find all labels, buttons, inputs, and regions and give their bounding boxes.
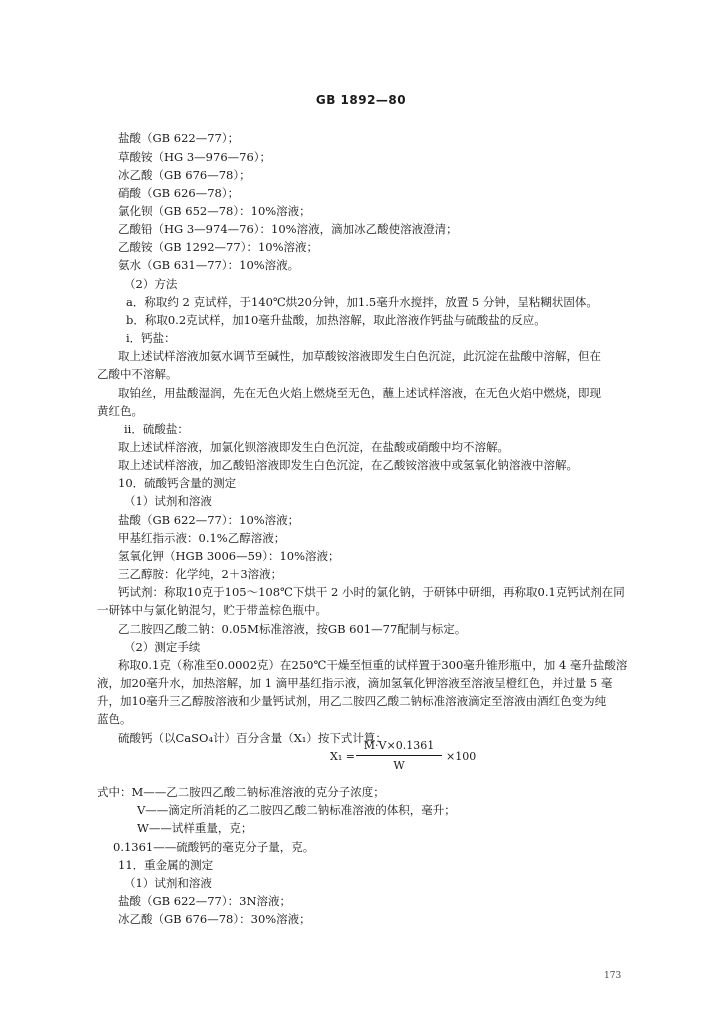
formula [330,739,480,773]
text-line: 冰乙酸（GB 676—78）：30%溶液； [118,912,311,926]
text-line: 取上述试样溶液，加氯化钡溶液即发生白色沉淀，在盐酸或硝酸中均不溶解。 [118,440,509,454]
section-heading: （1）试剂和溶液 [124,876,212,890]
text-line: 升，加10毫升三乙醇胺溶液和少量钙试剂，用乙二胺四乙酸二钠标准溶液滴定至溶液由酒红色变为纯 [97,694,607,708]
text-line: ii．硫酸盐： [124,422,189,436]
formula-tail: ×100 [446,750,477,763]
text-line: 乙酸铅（HG 3—974—76）：10%溶液，滴加冰乙酸使溶液澄清； [118,222,458,236]
text-line: 乙酸铵（GB 1292—77）：10%溶液； [118,240,319,254]
text-line: 氨水（GB 631—77）：10%溶液。 [118,258,300,272]
formula-lhs: X₁ = [330,750,355,763]
section-heading: （2）方法 [124,277,178,291]
text-line: 三乙醇胺：化学纯，2＋3溶液； [118,567,283,581]
text-line: 蓝色。 [97,712,132,726]
text-line: 氢氧化钾（HGB 3006—59）：10%溶液； [118,549,340,563]
text-line: 盐酸（GB 622—77）； [118,131,240,145]
fraction-bar [356,755,442,756]
section-heading: 10．硫酸钙含量的测定 [118,476,237,490]
text-line: 液，加20毫升水，加热溶解，加 1 滴甲基红指示液，滴加氢氧化钾溶液至溶液呈橙红色，并过量 5 毫 [97,676,613,690]
page-number: 173 [604,971,622,981]
text-line: 乙酸中不溶解。 [97,367,178,381]
text-line: 盐酸（GB 622—77）：3N溶液； [118,894,292,908]
text-line: 钙试剂：称取10克于105～108℃下烘干 2 小时的氯化钠，于研钵中研细，再称取0.1克钙试剂在同 [118,585,625,599]
text-line: 一研钵中与氯化钠混匀，贮于带盖棕色瓶中。 [97,603,327,617]
text-line: W——试样重量，克； [137,821,253,835]
text-line: 乙二胺四乙酸二钠：0.05M标准溶液，按GB 601—77配制与标定。 [118,622,467,636]
formula-denominator: W [393,759,405,772]
standard-code-header: GB 1892—80 [315,93,407,107]
section-heading: （2）测定手续 [124,640,201,654]
text-line: 硫酸钙（以CaSO₄计）百分含量（X₁）按下式计算： [118,731,387,745]
text-line: 取铂丝，用盐酸湿润，先在无色火焰上燃烧至无色，蘸上述试样溶液，在无色火焰中燃烧，即现 [118,386,601,400]
text-line: 取上述试样溶液加氨水调节至碱性，加草酸铵溶液即发生白色沉淀，此沉淀在盐酸中溶解，但在 [118,349,601,363]
text-line: 式中：M——乙二胺四乙酸二钠标准溶液的克分子浓度； [97,785,385,799]
text-line: 0.1361——硫酸钙的毫克分子量，克。 [113,840,315,854]
text-line: i．钙盐： [126,331,176,345]
text-line: 黄红色。 [97,404,143,418]
text-line: 甲基红指示液：0.1%乙醇溶液； [118,531,286,545]
text-line: b．称取0.2克试样，加10毫升盐酸，加热溶解，取此溶液作钙盐与硫酸盐的反应。 [126,313,546,327]
text-line: 称取0.1克（称准至0.0002克）在250℃干燥至恒重的试样置于300毫升锥形瓶中，加 4 毫升盐酸溶 [118,658,628,672]
text-line: 硝酸（GB 626—78）； [118,186,240,200]
text-line: a．称取约 2 克试样，于140℃烘20分钟，加1.5毫升水搅拌，放置 5 分钟，呈粘糊状固体。 [126,295,598,309]
text-line: 冰乙酸（GB 676—78）； [118,168,251,182]
text-line: 草酸铵（HG 3—976—76）； [118,150,272,164]
text-line: 盐酸（GB 622—77）：10%溶液； [118,513,300,527]
text-line: 取上述试样溶液，加乙酸铅溶液即发生白色沉淀，在乙酸铵溶液中或氢氧化钠溶液中溶解。 [118,458,578,472]
section-heading: 11．重金属的测定 [118,858,214,872]
section-heading: （1）试剂和溶液 [124,494,212,508]
formula-numerator: M·V×0.1361 [363,739,435,752]
text-line: V——滴定所消耗的乙二胺四乙酸二钠标准溶液的体积，毫升； [137,803,456,817]
text-line: 氯化钡（GB 652—78）：10%溶液； [118,204,311,218]
